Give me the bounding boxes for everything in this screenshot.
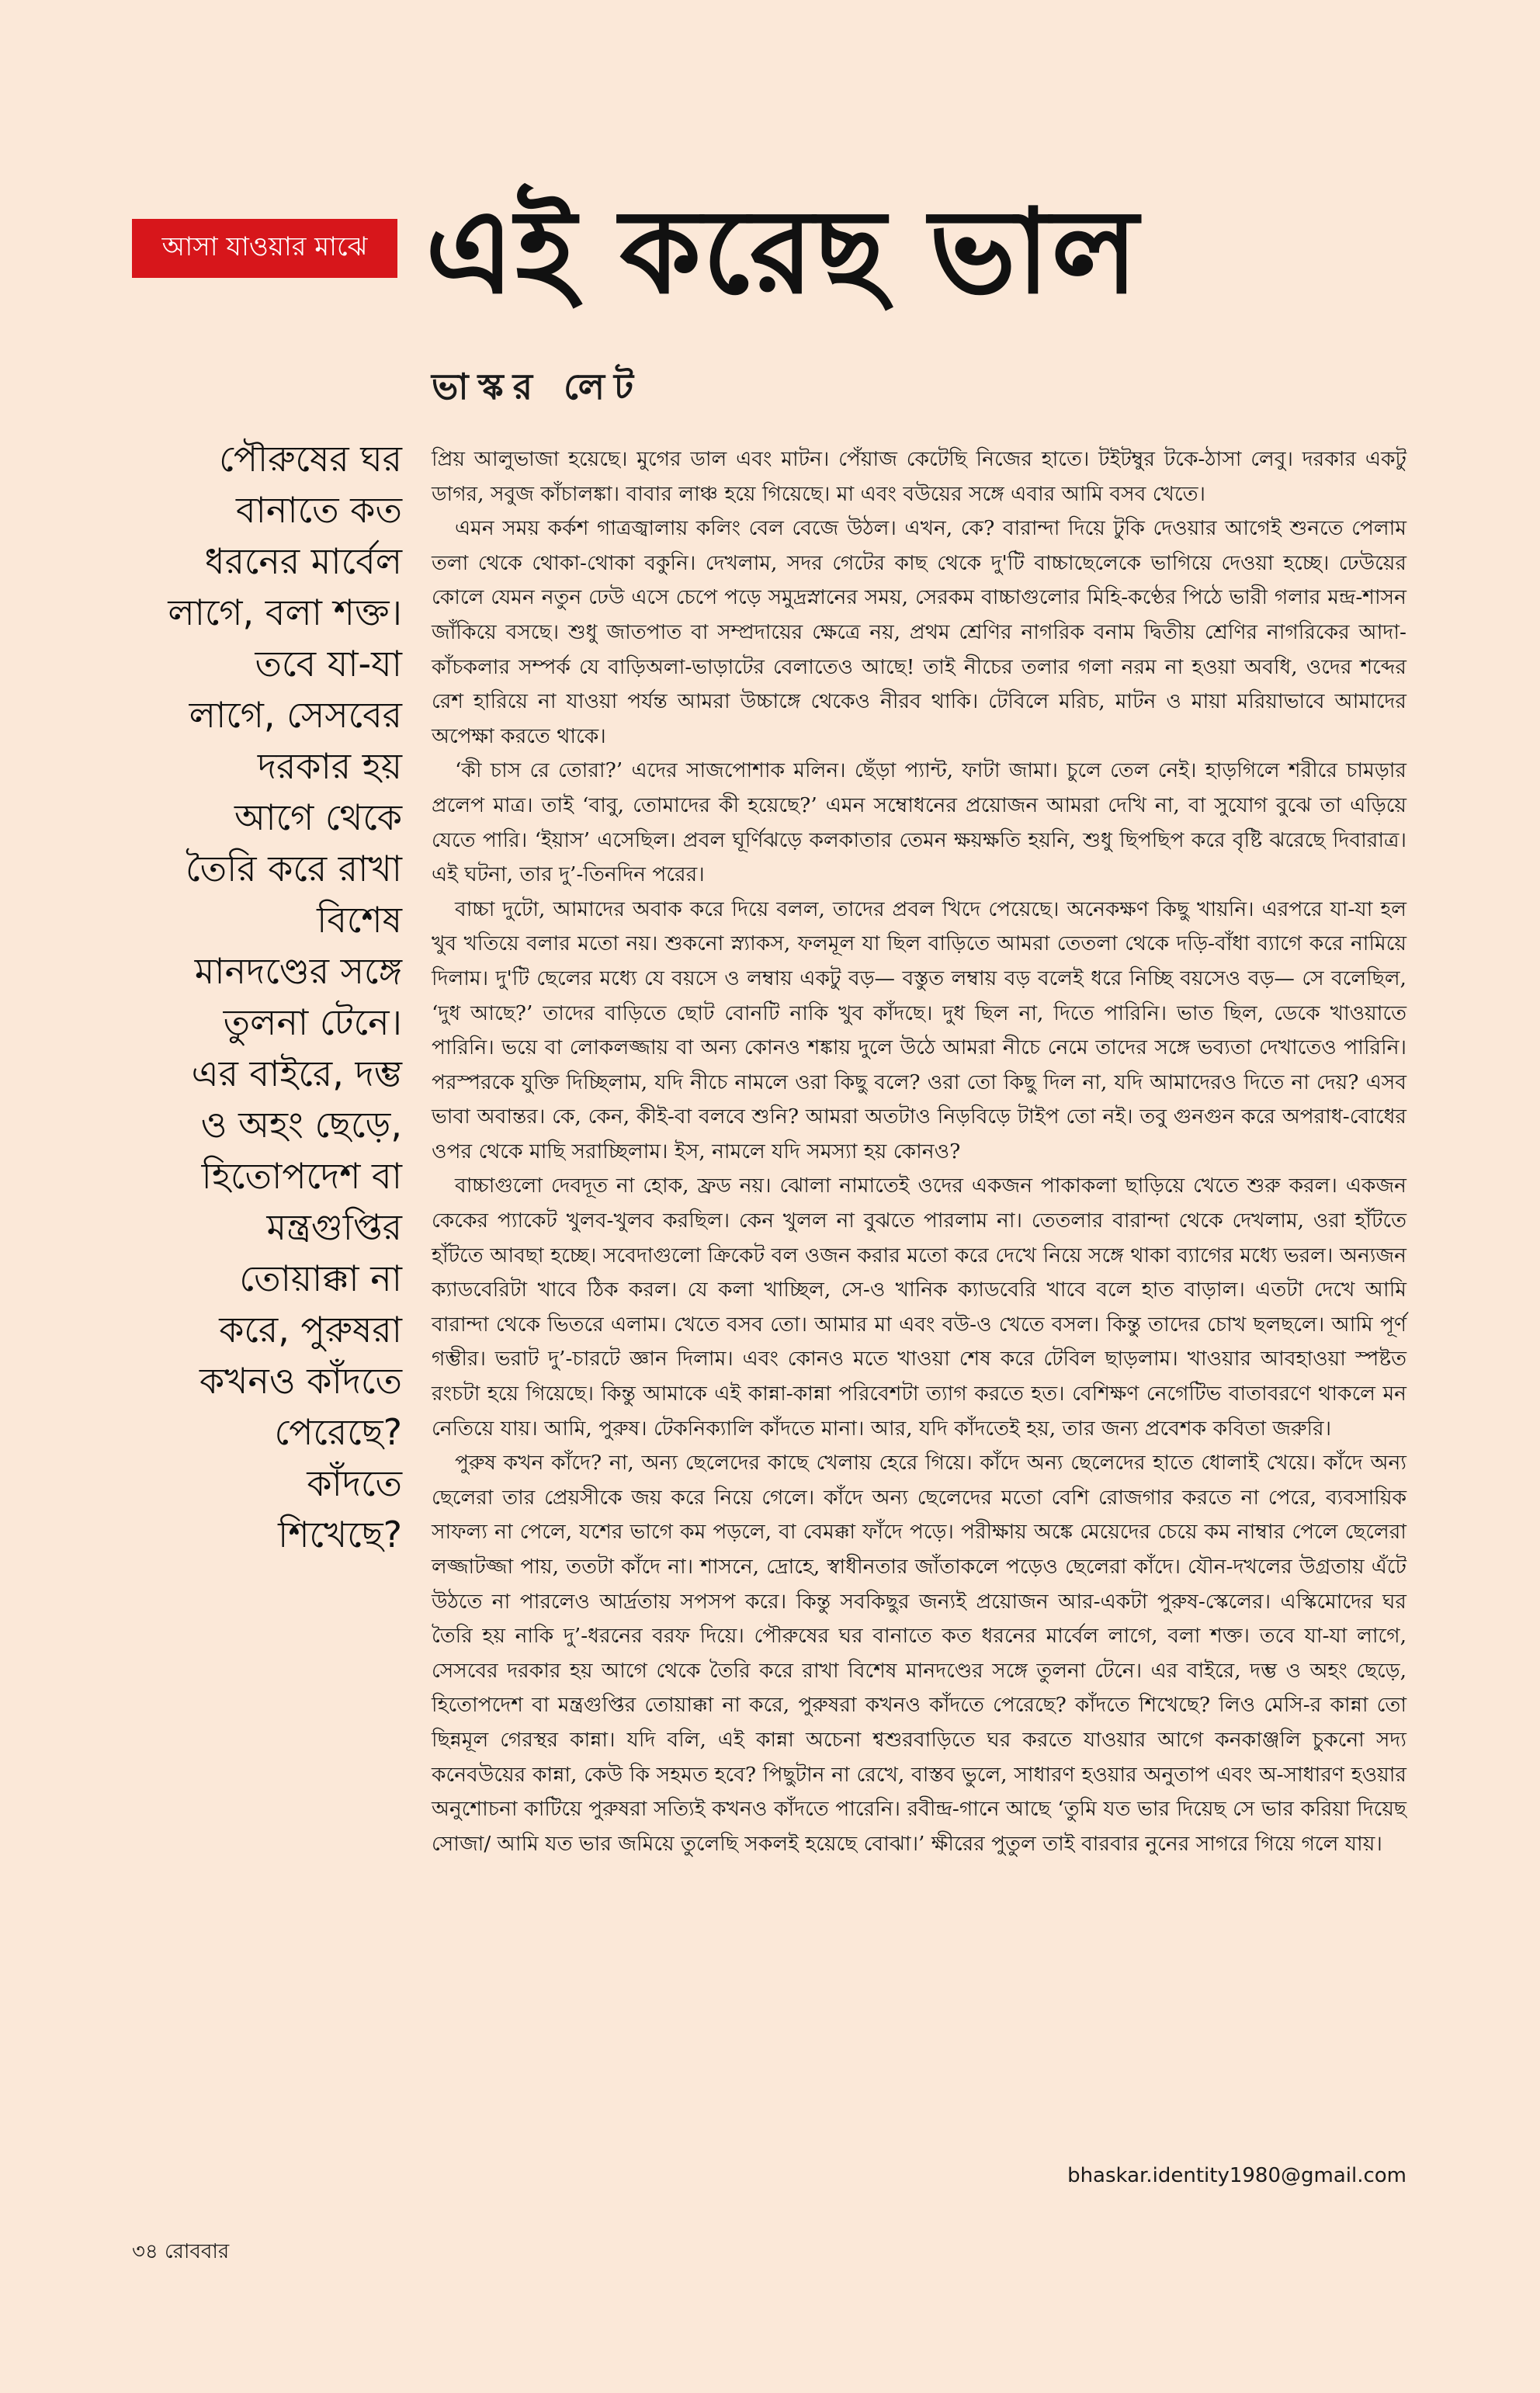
pull-quote-line: লাগে, সেসবের [189, 694, 402, 736]
body-paragraph: পুরুষ কখন কাঁদে? না, অন্য ছেলেদের কাছে খেলায় হেরে গিয়ে। কাঁদে অন্য ছেলেদের হাতে ধোলাই খেয়ে। কাঁদে অন্য ছেলেরা তার প্রেয়সীকে জয় করে নিয়ে গেলে। কাঁদে অন্য ছেলেদের মতো বেশি রোজগার করতে না পেরে, ব্যবসায়িক সাফল্য না পেলে, যশের ভাগে কম পড়লে, বা বেমক্কা ফাঁদে পড়ে। পরীক্ষায় অঙ্কে মেয়েদের চেয়ে কম নাম্বার পেলে ছেলেরা লজ্জাটজ্জা পায়, ততটা কাঁদে না। শাসনে, দ্রোহে, স্বাধীনতার জাঁতাকলে পড়েও ছেলেরা কাঁদে। যৌন-দখলের উগ্রতায় এঁটে উঠতে না পারলেও আর্দ্রতায় সপসপ করে। কিন্তু সবকিছুর জন্যই প্রয়োজন আর-একটা পুরুষ-স্কেলের। এস্কিমোদের ঘর তৈরি হয় নাকি দু’-ধরনের বরফ দিয়ে। পৌরুষের ঘর বানাতে কত ধরনের মার্বেল লাগে, বলা শক্ত। তবে যা-যা লাগে, সেসবের দরকার হয় আগে থেকে তৈরি করে রাখা বিশেষ মানদণ্ডের সঙ্গে তুলনা টেনে। এর বাইরে, দম্ভ ও অহং ছেড়ে, হিতোপদেশ বা মন্ত্রগুপ্তির তোয়াক্কা না করে, পুরুষরা কখনও কাঁদতে পেরেছে? কাঁদতে শিখেছে? লিও মেসি-র কান্না তো ছিন্নমূল গেরস্থর কান্না। যদি বলি, এই কান্না অচেনা শ্বশুরবাড়িতে ঘর করতে যাওয়ার আগে কনকাঞ্জলি চুকনো সদ্য কনেবউয়ের কান্না, কেউ কি সহমত হবে? পিছুটান না রেখে, বাস্তব ভুলে, সাধারণ হওয়ার অনুতাপ এবং অ-সাধারণ হওয়ার অনুশোচনা কাটিয়ে পুরুষরা সত্যিই কখনও কাঁদতে পারেনি। রবীন্দ্র-গানে আছে ‘তুমি যত ভার দিয়েছ সে ভার করিয়া দিয়েছ সোজা/ আমি যত ভার জমিয়ে তুলেছি সকলই হয়েছে বোঝা।’ ক্ষীরের পুতুল তাই বারবার নুনের সাগরে গিয়ে গলে যায়। [432, 1451, 1406, 1856]
body-paragraph: প্রিয় আলুভাজা হয়েছে। মুগের ডাল এবং মাটন। পেঁয়াজ কেটেছি নিজের হাতে। টইটম্বুর টকে-ঠাসা লেবু। দরকার একটু ডাগর, সবুজ কাঁচালঙ্কা। বাবার লাঞ্চ হয়ে গিয়েছে। মা এবং বউয়ের সঙ্গে এবার আমি বসব খেতে। [432, 447, 1406, 506]
author-email: bhaskar.identity1980@gmail.com [1067, 2164, 1406, 2187]
pull-quote-line: মন্ত্রগুপ্তির [266, 1206, 402, 1248]
pull-quote-line: তবে যা-যা [255, 643, 402, 685]
pull-quote-line: কাঁদতে [307, 1462, 402, 1504]
article-body [432, 442, 1406, 1861]
pull-quote-line: ও অহং ছেড়ে, [200, 1104, 402, 1146]
author-byline: ভাস্কর লেট [432, 366, 643, 408]
pull-quote-line: আগে থেকে [234, 796, 402, 838]
pull-quote-line: করে, পুরুষরা [219, 1309, 402, 1351]
pull-quote-line: শিখেছে? [278, 1514, 402, 1555]
section-tag: আসা যাওয়ার মাঝে [132, 219, 397, 278]
body-paragraph: বাচ্চাগুলো দেবদূত না হোক, ফ্রড নয়। ঝোলা নামাতেই ওদের একজন পাকাকলা ছাড়িয়ে খেতে শুরু করল। একজন কেকের প্যাকেট খুলব-খুলব করছিল। কেন খুলল না বুঝতে পারলাম না। তেতলার বারান্দা থেকে দেখলাম, ওরা হাঁটতে হাঁটতে আবছা হচ্ছে। সবেদাগুলো ক্রিকেট বল ওজন করার মতো করে দেখে নিয়ে সঙ্গে থাকা ব্যাগের মধ্যে ভরল। অন্যজন ক্যাডবেরিটা খাবে ঠিক করল। যে কলা খাচ্ছিল, সে-ও খানিক ক্যাডবেরি খাবে বলে হাত বাড়াল। এতটা দেখে আমি বারান্দা থেকে ভিতরে এলাম। খেতে বসব তো। আমার মা এবং বউ-ও খেতে বসল। কিন্তু তাদের চোখ ছলছলে। আমি পূর্ণ গম্ভীর। ভরাট দু’-চারটে জ্ঞান দিলাম। এবং কোনও মতে খাওয়া শেষ করে টেবিল ছাড়লাম। খাওয়ার আবহাওয়া স্পষ্টত রংচটা হয়ে গিয়েছে। কিন্তু আমাকে এই কান্না-কান্না পরিবেশটা ত্যাগ করতে হত। বেশিক্ষণ নেগেটিভ বাতাবরণে থাকলে মন নেতিয়ে যায়। আমি, পুরুষ। টেকনিক্যালি কাঁদতে মানা। আর, যদি কাঁদতেই হয়, তার জন্য প্রবেশক কবিতা জরুরি। [432, 1174, 1406, 1441]
pull-quote-line: বিশেষ [317, 899, 402, 941]
body-paragraph: বাচ্চা দুটো, আমাদের অবাক করে দিয়ে বলল, তাদের প্রবল খিদে পেয়েছে। অনেকক্ষণ কিছু খায়নি। এরপরে যা-যা হল খুব খতিয়ে বলার মতো নয়। শুকনো স্ন্যাকস, ফলমূল যা ছিল বাড়িতে আমরা তেতলা থেকে দড়ি-বাঁধা ব্যাগে করে নামিয়ে দিলাম। দু'টি ছেলের মধ্যে যে বয়সে ও লম্বায় একটু বড়— বস্তুত লম্বায় বড় বলেই ধরে নিচ্ছি বয়সেও বড়— সে বলেছিল, ‘দুধ আছে?’ তাদের বাড়িতে ছোট বোনটি নাকি খুব কাঁদছে। দুধ ছিল না, দিতে পারিনি। ভাত ছিল, ডেকে খাওয়াতে পারিনি। ভয়ে বা লোকলজ্জায় বা অন্য কোনও শঙ্কায় দুলে উঠে আমরা নীচে নেমে তাদের সঙ্গে ভব্যতা দেখাতেও পারিনি। পরস্পরকে যুক্তি দিচ্ছিলাম, যদি নীচে নামলে ওরা কিছু বলে? ওরা তো কিছু দিল না, যদি আমাদেরও দিতে না দেয়? এসব ভাবা অবান্তর। কে, কেন, কীই-বা বলবে শুনি? আমরা অতটাও নিড়বিড়ে টাইপ তো নই। তবু গুনগুন করে অপরাধ-বোধের ওপর থেকে মাছি সরাচ্ছিলাম। ইস, নামলে যদি সমস্যা হয় কোনও? [432, 897, 1406, 1164]
body-paragraph: ‘কী চাস রে তোরা?’ এদের সাজপোশাক মলিন। ছেঁড়া প্যান্ট, ফাটা জামা। চুলে তেল নেই। হাড়গিলে শরীরে চামড়ার প্রলেপ মাত্র। তাই ‘বাবু, তোমাদের কী হয়েছে?’ এমন সম্বোধনের প্রয়োজন আমরা দেখি না, বা সুযোগ বুঝে তা এড়িয়ে যেতে পারি। ‘ইয়াস’ এসেছিল। প্রবল ঘূর্ণিঝড়ে কলকাতার তেমন ক্ষয়ক্ষতি হয়নি, শুধু ছিপছিপ করে বৃষ্টি ঝরেছে দিবারাত্র। এই ঘটনা, তার দু’-তিনদিন পরের। [432, 758, 1406, 887]
pull-quote-line: কখনও কাঁদতে [199, 1360, 402, 1402]
article-title: এই করেছ ভাল [425, 185, 1140, 320]
body-paragraph: এমন সময় কর্কশ গাত্রজ্বালায় কলিং বেল বেজে উঠল। এখন, কে? বারান্দা দিয়ে টুকি দেওয়ার আগেই শুনতে পেলাম তলা থেকে থোকা-থোকা বকুনি। দেখলাম, সদর গেটের কাছ থেকে দু'টি বাচ্চাছেলেকে ভাগিয়ে দেওয়া হচ্ছে। ঢেউয়ের কোলে যেমন নতুন ঢেউ এসে চেপে পড়ে সমুদ্রস্নানের সময়, সেরকম বাচ্চাগুলোর মিহি-কণ্ঠের পিঠে ভারী গলার মন্দ্র-শাসন জাঁকিয়ে বসছে। শুধু জাতপাত বা সম্প্রদায়ের ক্ষেত্রে নয়, প্রথম শ্রেণির নাগরিক বনাম দ্বিতীয় শ্রেণির নাগরিকের আদা-কাঁচকলার সম্পর্ক যে বাড়িঅলা-ভাড়াটের বেলাতেও আছে! তাই নীচের তলার গলা নরম না হওয়া অবধি, ওদের শব্দের রেশ হারিয়ে না যাওয়া পর্যন্ত আমরা উচ্চাঙ্গে থেকেও নীরব থাকি। টেবিলে মরিচ, মাটন ও মায়া মরিয়াভাবে আমাদের অপেক্ষা করতে থাকে। [432, 516, 1406, 748]
pull-quote-line: এর বাইরে, দম্ভ [191, 1053, 402, 1094]
pull-quote [116, 433, 402, 1560]
pull-quote-line: তুলনা টেনে। [223, 1001, 402, 1043]
pull-quote-line: পেরেছে? [274, 1411, 402, 1453]
pull-quote-line: দরকার হয় [257, 745, 402, 787]
pull-quote-line: ধরনের মার্বেল [204, 540, 402, 582]
pull-quote-line: হিতোপদেশ বা [201, 1155, 402, 1197]
pull-quote-line: পৌরুষের ঘর [219, 438, 402, 480]
page-folio: ৩৪ রোববার [132, 2240, 230, 2263]
pull-quote-line: লাগে, বলা শক্ত। [168, 591, 402, 633]
pull-quote-line: মানদণ্ডের সঙ্গে [194, 950, 402, 992]
pull-quote-line: তৈরি করে রাখা [186, 848, 402, 890]
pull-quote-line: তোয়াক্কা না [239, 1257, 402, 1299]
pull-quote-line: বানাতে কত [235, 489, 402, 531]
